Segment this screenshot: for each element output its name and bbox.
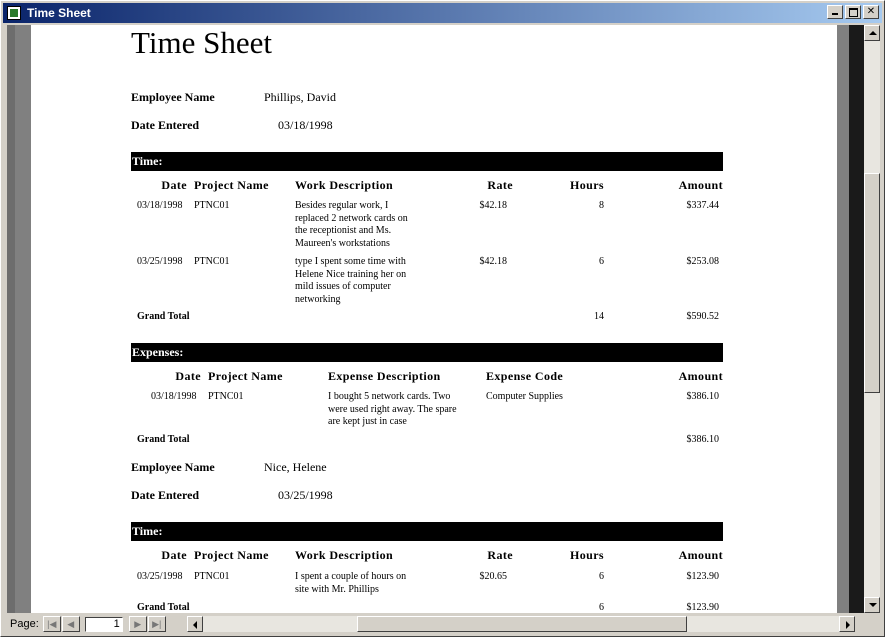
employee-name-value: Phillips, David bbox=[264, 90, 337, 104]
table-cell-code: Computer Supplies bbox=[486, 391, 563, 402]
close-button[interactable]: ✕ bbox=[863, 5, 879, 19]
time-section-band: Time: bbox=[131, 522, 723, 541]
page-label: Page: bbox=[10, 618, 39, 630]
maximize-button[interactable] bbox=[845, 5, 861, 19]
grand-total-label: Grand Total bbox=[137, 311, 190, 322]
date-entered-label: Date Entered bbox=[131, 488, 200, 502]
report-heading: Time Sheet bbox=[131, 25, 272, 60]
scroll-right-button[interactable] bbox=[839, 616, 855, 632]
page-margin-gutter bbox=[849, 25, 864, 613]
table-cell-rate: $20.65 bbox=[479, 571, 507, 582]
column-header-hours: Hours bbox=[569, 178, 604, 192]
scroll-left-button[interactable] bbox=[187, 616, 203, 632]
column-header-hours: Hours bbox=[569, 548, 604, 562]
report-page bbox=[31, 25, 837, 613]
table-cell-date: 03/25/1998 bbox=[137, 256, 183, 267]
scroll-down-button[interactable] bbox=[864, 597, 880, 613]
column-header-work-description: Work Description bbox=[295, 548, 394, 562]
record-navigation-bar bbox=[7, 615, 880, 633]
first-page-button[interactable]: |◀ bbox=[43, 616, 61, 632]
table-cell-date: 03/25/1998 bbox=[137, 571, 183, 582]
grand-total-label: Grand Total bbox=[137, 602, 190, 613]
column-header-date: Date bbox=[161, 548, 187, 562]
table-cell-description: I bought 5 network cards. Two were used right away. The spare are kept just in case bbox=[328, 391, 457, 427]
column-header-date: Date bbox=[161, 178, 187, 192]
column-header-amount: Amount bbox=[678, 369, 723, 383]
table-cell-hours: 8 bbox=[599, 200, 604, 211]
table-cell-project: PTNC01 bbox=[194, 200, 230, 211]
employee-name-label: Employee Name bbox=[131, 460, 215, 474]
column-header-amount: Amount bbox=[678, 178, 723, 192]
date-entered-value: 03/18/1998 bbox=[278, 118, 333, 132]
date-entered-label: Date Entered bbox=[131, 118, 200, 132]
minimize-button[interactable] bbox=[827, 5, 843, 19]
table-cell-amount: $123.90 bbox=[686, 571, 719, 582]
next-page-button[interactable]: ▶ bbox=[129, 616, 147, 632]
table-cell-rate: $42.18 bbox=[479, 256, 507, 267]
table-cell-rate: $42.18 bbox=[479, 200, 507, 211]
previous-page-button[interactable]: ◀ bbox=[62, 616, 80, 632]
page-shadow bbox=[7, 25, 15, 613]
date-entered-value: 03/25/1998 bbox=[278, 488, 333, 502]
column-header-expense-code: Expense Code bbox=[486, 369, 564, 383]
table-cell-project: PTNC01 bbox=[194, 256, 230, 267]
grand-total-amount: $123.90 bbox=[686, 602, 719, 613]
title-bar[interactable] bbox=[3, 3, 882, 23]
table-cell-description: I spent a couple of hours on site with Mr. Phillips bbox=[295, 571, 407, 595]
table-cell-hours: 6 bbox=[599, 256, 604, 267]
grand-total-label: Grand Total bbox=[137, 434, 190, 445]
employee-name-value: Nice, Helene bbox=[264, 460, 327, 474]
table-cell-hours: 6 bbox=[599, 571, 604, 582]
grand-total-hours: 14 bbox=[594, 311, 604, 322]
last-page-button[interactable]: ▶| bbox=[148, 616, 166, 632]
employee-name-label: Employee Name bbox=[131, 90, 215, 104]
table-cell-amount: $386.10 bbox=[686, 391, 719, 402]
grand-total-amount: $590.52 bbox=[686, 311, 719, 322]
vertical-scrollbar[interactable] bbox=[864, 25, 880, 613]
column-header-project-name: Project Name bbox=[194, 178, 269, 192]
horizontal-scrollbar[interactable] bbox=[187, 616, 855, 632]
table-cell-project: PTNC01 bbox=[208, 391, 244, 402]
window-title: Time Sheet bbox=[27, 6, 91, 20]
column-header-work-description: Work Description bbox=[295, 178, 394, 192]
table-cell-date: 03/18/1998 bbox=[151, 391, 197, 402]
column-header-date: Date bbox=[175, 369, 201, 383]
time-section-band: Time: bbox=[131, 152, 723, 171]
expenses-section-band: Expenses: bbox=[131, 343, 723, 362]
horizontal-scroll-thumb[interactable] bbox=[357, 616, 687, 632]
table-cell-amount: $253.08 bbox=[686, 256, 719, 267]
vertical-scroll-thumb[interactable] bbox=[864, 173, 880, 393]
table-cell-date: 03/18/1998 bbox=[137, 200, 183, 211]
column-header-rate: Rate bbox=[487, 178, 513, 192]
page-number-input[interactable]: 1 bbox=[85, 617, 123, 632]
table-cell-description: type I spent some time with Helene Nice training her on mild issues of computer networking bbox=[295, 256, 407, 305]
grand-total-amount: $386.10 bbox=[686, 434, 719, 445]
report-preview-area bbox=[7, 25, 849, 613]
column-header-project-name: Project Name bbox=[194, 548, 269, 562]
column-header-expense-description: Expense Description bbox=[328, 369, 441, 383]
column-header-project-name: Project Name bbox=[208, 369, 283, 383]
table-cell-amount: $337.44 bbox=[686, 200, 719, 211]
column-header-amount: Amount bbox=[678, 548, 723, 562]
table-cell-project: PTNC01 bbox=[194, 571, 230, 582]
column-header-rate: Rate bbox=[487, 548, 513, 562]
grand-total-hours: 6 bbox=[599, 602, 604, 613]
scroll-up-button[interactable] bbox=[864, 25, 880, 41]
table-cell-description: Besides regular work, I replaced 2 network cards on the receptionist and Ms. Maureen's workstations bbox=[295, 200, 408, 249]
report-icon bbox=[7, 6, 21, 20]
